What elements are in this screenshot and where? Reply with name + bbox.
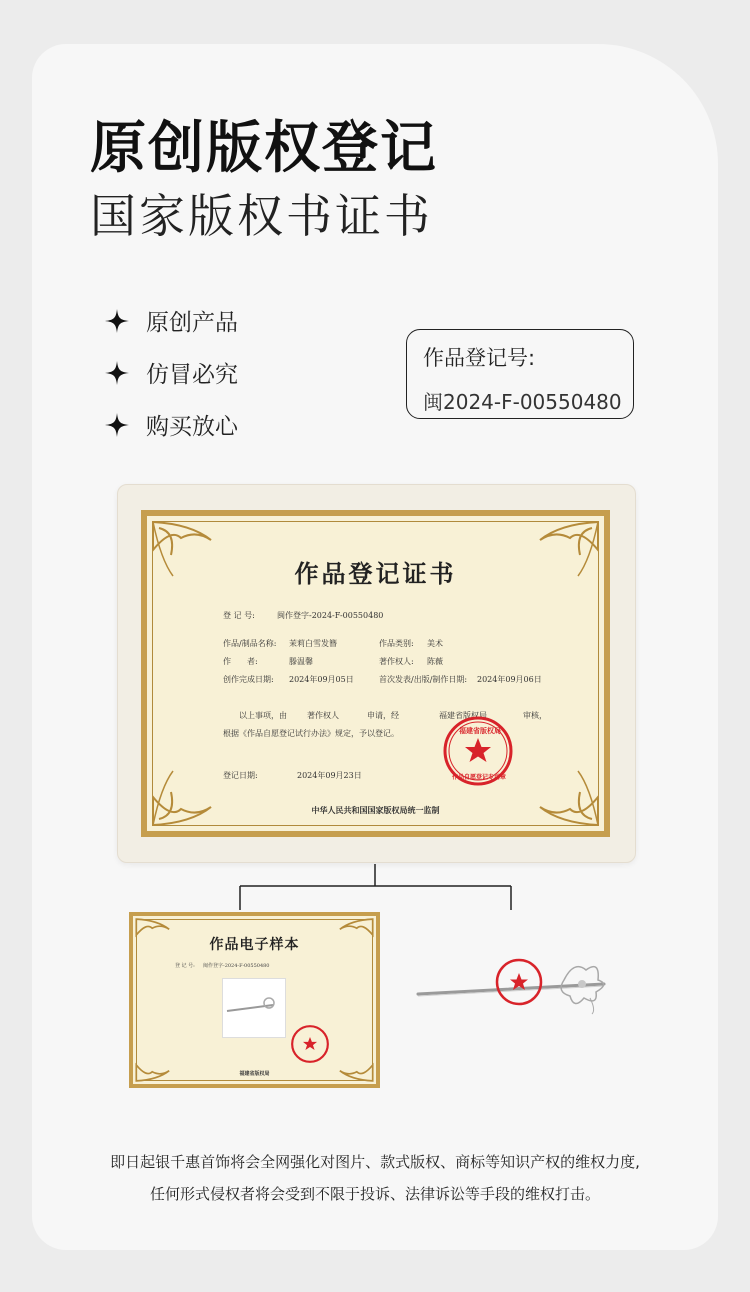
cert-statement: 根据《作品自愿登记试行办法》规定，予以登记。 [223,729,399,738]
sparkle-icon [104,308,130,334]
sparkle-icon [104,412,130,438]
feature-item [104,408,238,441]
registration-number-box [406,329,634,419]
notice-line-1: 即日起银千惠首饰将会全网强化对图片、款式版权、商标等知识产权的维权力度, [110,1153,640,1171]
certificate-title: 作品登记证书 [294,559,457,588]
cert-work-label: 作品/制品名称: [223,639,277,648]
cert-date-value: 2024年09月23日 [297,771,362,780]
sample-title: 作品电子样本 [209,937,300,953]
feature-label: 购买放心 [146,414,238,440]
cert-reg-value: 闽作登字-2024-F-00550480 [277,611,384,620]
cert-statement: 著作权人 [307,711,339,720]
cert-completed-label: 创作完成日期: [223,675,274,684]
sample-reg-label: 登 记 号: [175,963,195,969]
cert-statement: 福建省版权局 [439,711,487,720]
cert-author-label: 作 者: [223,657,258,666]
page-title: 原创版权登记 [90,116,438,181]
page-subtitle: 国家版权书证书 [90,189,433,243]
notice-line-2: 任何形式侵权者将会受到不限于投诉、法律诉讼等手段的维权打击。 [149,1185,600,1203]
feature-item [104,356,238,389]
certificate-footer: 中华人民共和国国家版权局统一监制 [311,805,440,815]
registration-label: 作品登记号: [423,346,536,370]
cert-author-value: 滕温馨 [289,657,313,666]
feature-item [104,304,238,337]
seal-top-text: 福建省版权局 [459,726,501,735]
cert-category-value: 美术 [427,639,443,648]
cert-owner-value: 陈薇 [427,657,443,666]
cert-published-value: 2024年09月06日 [477,675,542,684]
feature-label: 原创产品 [146,310,238,336]
sample-footer: 福建省版权局 [239,1071,270,1077]
cert-statement: 申请，经 [367,711,399,720]
sample-reg-value: 闽作登字-2024-F-00550480 [203,963,270,969]
ornament-icon [151,767,221,827]
certificate-image [141,510,610,837]
cert-date-label: 登记日期: [223,771,258,780]
connector-lines [0,860,750,912]
product-thumbnail [222,978,286,1038]
cert-statement: 审核， [523,711,547,720]
registration-number: 闽2024-F-00550480 [423,390,622,414]
sparkle-icon [104,360,130,386]
ornament-icon [530,767,600,827]
cert-owner-label: 著作权人: [379,657,414,666]
certificate-frame [117,484,636,863]
cert-completed-value: 2024年09月05日 [289,675,354,684]
hairpin-product-image [414,940,626,1020]
cert-published-label: 首次发表/出版/制作日期: [379,675,468,684]
cert-category-label: 作品类别: [379,639,414,648]
cert-statement: 以上事项，由 [239,711,287,720]
cert-work-value: 茉莉白雪发簪 [289,639,337,648]
cert-reg-label: 登 记 号: [223,611,255,620]
official-seal-icon [290,1024,330,1064]
seal-bottom-text: 作品自愿登记专用章 [452,774,507,781]
feature-label: 仿冒必究 [146,362,238,388]
